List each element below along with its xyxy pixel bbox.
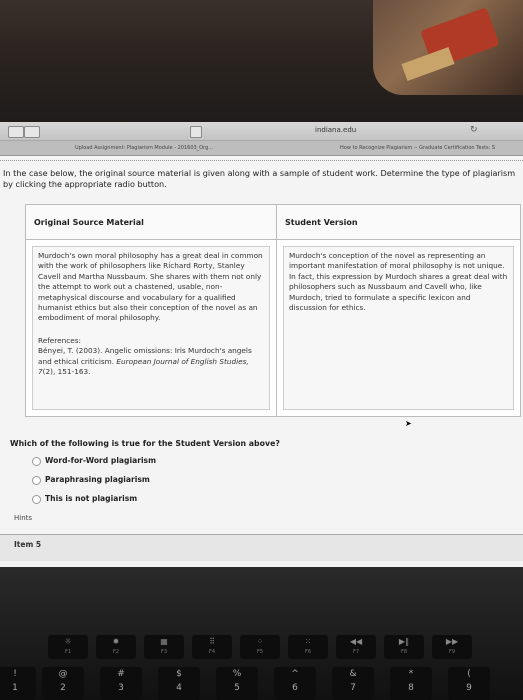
- page-content: [0, 156, 523, 567]
- fast-forward-icon: ▶▶ F9: [432, 635, 472, 659]
- back-button[interactable]: [8, 126, 24, 138]
- key-1: ! 1: [0, 667, 36, 700]
- rewind-icon: ◀◀ F7: [336, 635, 376, 659]
- item-label: Item 5: [14, 540, 42, 549]
- desk-background: [0, 0, 523, 130]
- key-9: ( 9: [448, 667, 490, 700]
- option-word-for-word[interactable]: [32, 456, 156, 466]
- item-bar: [0, 534, 523, 561]
- url-field[interactable]: indiana.edu: [315, 126, 357, 134]
- tab-recognize-plagiarism[interactable]: How to Recognize Plagiarism -- Graduate Certification Tests: S: [340, 145, 496, 151]
- original-text: Murdoch's own moral philosophy has a great deal in common with the work of philosophers like Richard Rorty, Stanley Cavell and Martha Nussbaum. She shares with them not only the attempt to work out a chastened, usable, non-metaphysical discourse and vocabulary for a qualified humanist ethics but also their conception of the novel as an embodiment of moral philosophy.: [38, 251, 263, 323]
- radio-not-plagiarism[interactable]: [32, 495, 41, 504]
- reader-icon[interactable]: [190, 126, 202, 138]
- radio-paraphrasing[interactable]: [32, 476, 41, 485]
- hints-link[interactable]: Hints: [14, 514, 33, 522]
- reference-journal: European Journal of English Studies, 7: [38, 356, 249, 377]
- key-3: # 3: [100, 667, 142, 700]
- mouse-cursor-icon: ➤: [405, 419, 412, 428]
- reference-tail: (2), 151-163.: [42, 367, 91, 377]
- browser-toolbar: [0, 122, 523, 141]
- option-paraphrasing[interactable]: [32, 475, 150, 485]
- option-label: This is not plagiarism: [45, 494, 138, 503]
- key-6: ^ 6: [274, 667, 316, 700]
- key-4: $ 4: [158, 667, 200, 700]
- cell-original: [26, 240, 277, 417]
- option-not-plagiarism[interactable]: [32, 494, 137, 504]
- references: [38, 336, 264, 378]
- cell-student: [277, 240, 521, 417]
- instruction-text: In the case below, the original source material is given along with a sample of student work. Determine the type of plagiarism by clicking the appropriate radio button.: [3, 168, 516, 189]
- tab-upload-assignment[interactable]: Upload Assignment: Plagiarism Module - 201603_Org...: [75, 145, 214, 151]
- sidebar-button[interactable]: [24, 126, 40, 138]
- keyboard: [0, 567, 523, 700]
- keyboard-light-up-icon: ⁙ F6: [288, 635, 328, 659]
- key-7: & 7: [332, 667, 374, 700]
- option-label: Paraphrasing plagiarism: [45, 475, 150, 484]
- brightness-up-icon: ✹ F2: [96, 635, 136, 659]
- option-label: Word-for-Word plagiarism: [45, 456, 156, 465]
- brightness-down-icon: ☼ F1: [48, 635, 88, 659]
- play-pause-icon: ▶‖ F8: [384, 635, 424, 659]
- mission-control-icon: ▦ F3: [144, 635, 184, 659]
- reference-text: Bényei, T. (2003). Angelic omissions: Iris Murdoch's angels and ethical criticism.: [38, 346, 252, 366]
- keyboard-light-down-icon: ⁘ F5: [240, 635, 280, 659]
- question-text: Which of the following is true for the Student Version above?: [10, 439, 280, 448]
- desk-object: [373, 0, 523, 95]
- key-5: % 5: [216, 667, 258, 700]
- student-text-box: [283, 246, 514, 410]
- original-text-box: [32, 246, 270, 410]
- key-2: @ 2: [42, 667, 84, 700]
- radio-word-for-word[interactable]: [32, 457, 41, 466]
- reload-icon[interactable]: ↻: [470, 125, 478, 135]
- comparison-table: [25, 204, 521, 417]
- divider: [0, 160, 523, 161]
- laptop-screen: [0, 122, 523, 567]
- key-8: * 8: [390, 667, 432, 700]
- header-student: Student Version: [277, 205, 521, 240]
- tab-bar: [0, 141, 523, 156]
- launchpad-icon: ⠿ F4: [192, 635, 232, 659]
- references-label: References:: [38, 335, 82, 345]
- student-text: Murdoch's conception of the novel as representing an important manifestation of moral philosophy is not unique. In fact, this expression by Murdoch shares a great deal with philosophers such as Nussbaum and Cavell who, like Murdoch, tried to formulate a specific lexicon and discussion for ethics.: [289, 251, 508, 313]
- header-original: Original Source Material: [26, 205, 277, 240]
